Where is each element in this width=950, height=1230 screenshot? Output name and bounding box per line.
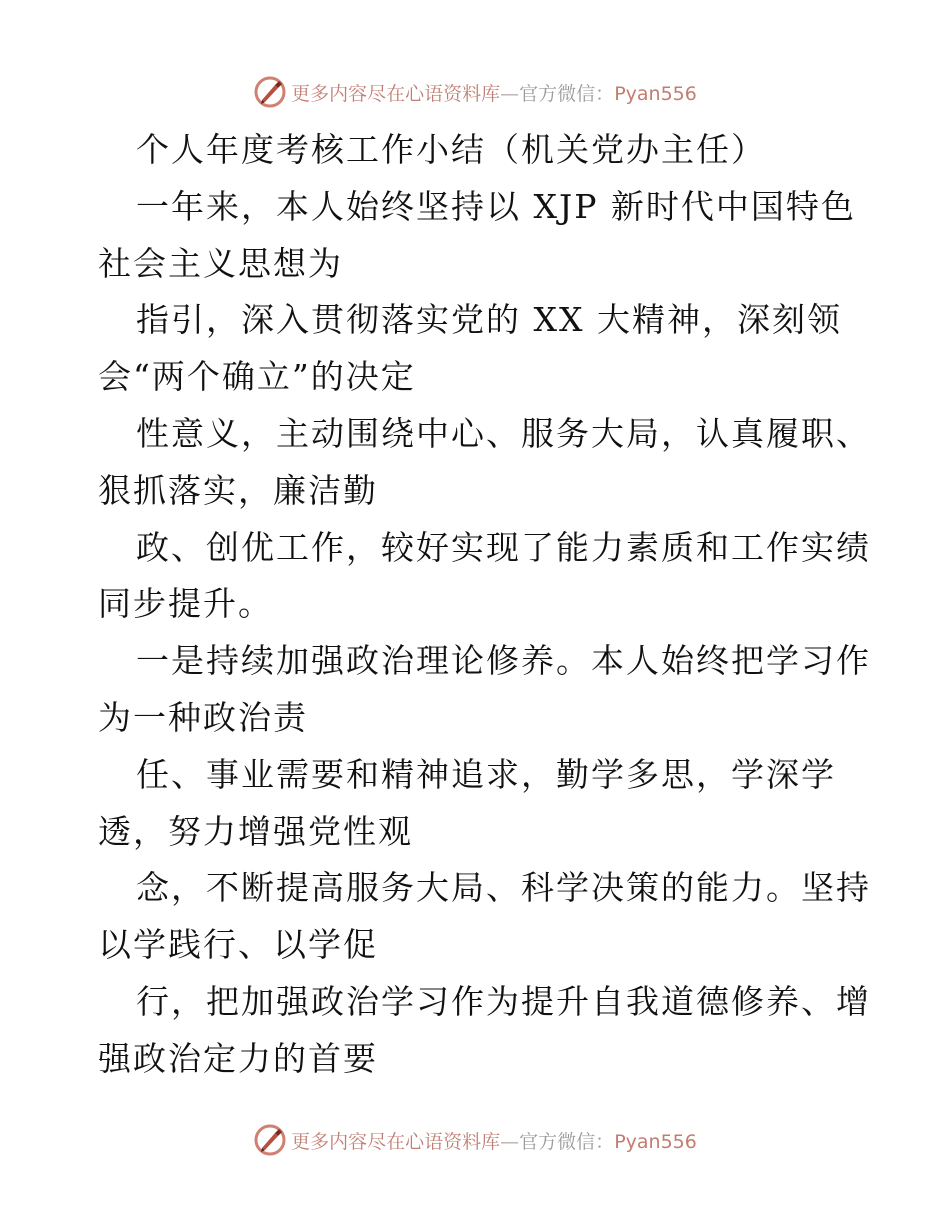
text-line: 社会主义思想为 (98, 243, 343, 283)
footer-watermark (0, 1120, 950, 1160)
pen-logo-icon (253, 1123, 287, 1157)
text-line: 会“两个确立”的决定 (98, 357, 416, 397)
pen-logo-icon (253, 75, 287, 109)
text-line: 政、创优工作，较好实现了能力素质和工作实绩 (136, 527, 871, 567)
text-line: 以学践行、以学促 (98, 925, 378, 965)
document-title: 个人年度考核工作小结（机关党办主任） (136, 130, 766, 169)
text-line: 狠抓落实，廉洁勤 (98, 470, 378, 510)
text-line: 透，努力增强党性观 (98, 811, 413, 851)
text-line: 一是持续加强政治理论修养。本人始终把学习作 (136, 641, 871, 681)
text-line: 为一种政治责 (98, 697, 308, 737)
text-line: 同步提升。 (98, 584, 273, 624)
watermark-text: 更多内容尽在心语资料库—官方微信：Pyan556 (291, 1130, 697, 1153)
watermark-text: 更多内容尽在心语资料库—官方微信：Pyan556 (291, 82, 697, 105)
text-line: 一年来，本人始终坚持以 XJP 新时代中国特色 (136, 186, 856, 226)
text-line: 性意义，主动围绕中心、服务大局，认真履职、 (136, 413, 871, 453)
text-line: 指引，深入贯彻落实党的 XX 大精神，深刻领 (136, 300, 842, 340)
text-line: 任、事业需要和精神追求，勤学多思，学深学 (136, 754, 836, 794)
text-line: 念，不断提高服务大局、科学决策的能力。坚持 (136, 868, 871, 908)
text-line: 强政治定力的首要 (98, 1038, 378, 1078)
document-body (98, 122, 871, 1088)
header-watermark (0, 72, 950, 112)
text-line: 行，把加强政治学习作为提升自我道德修养、增 (136, 981, 871, 1021)
